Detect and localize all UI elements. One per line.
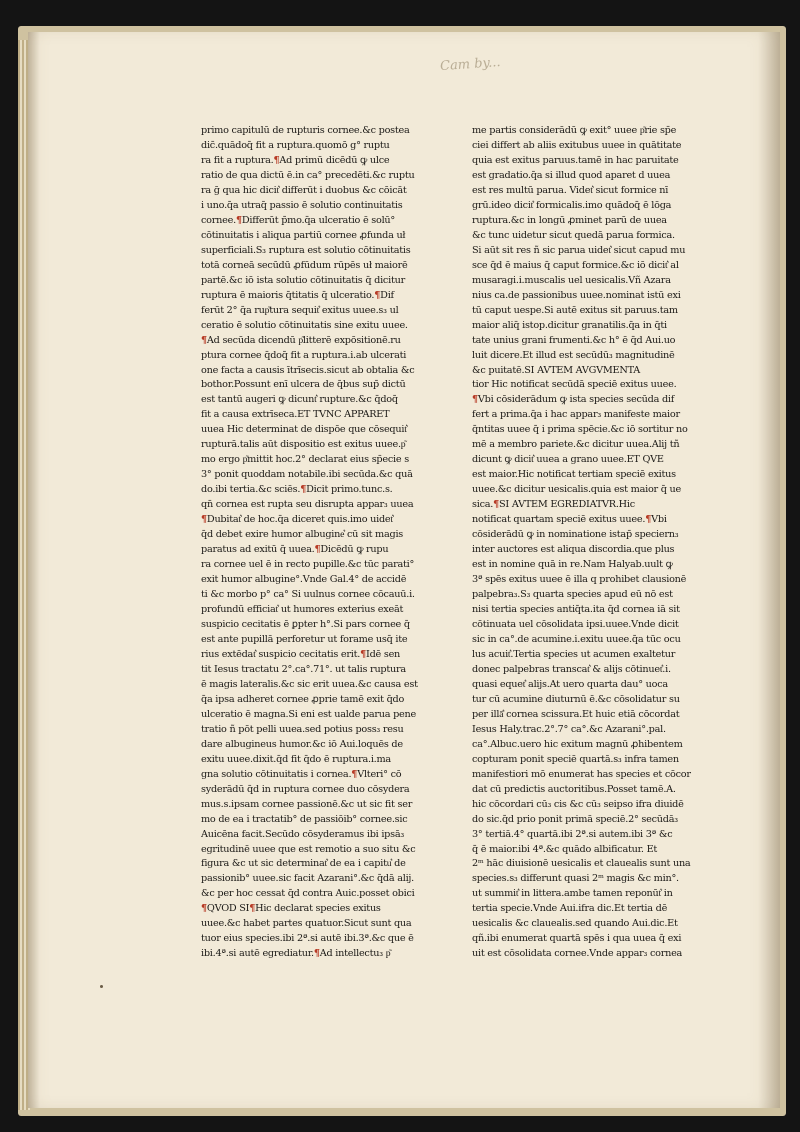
text-line: q̄ntitas uuee q̄ i prima spēcie.&c iō sortitur no [472, 424, 688, 436]
text-line: 2ᵐ hāc diuisionē uesicalis et clauealis sunt una [472, 858, 691, 870]
rubric-pilcrow: ¶ [201, 334, 207, 346]
text-line: &c puitatē.SI AVTEM AVGVMENTA [472, 364, 641, 376]
text-line: dat cū predictis auctoritibus.Posset tamē.A. [472, 783, 676, 795]
text-line: cōtinuata uel cōsolidata ipsi.uuee.Vnde dicit [472, 618, 679, 630]
text-line: cōsiderādū ꝙ in nominatione istap̄ speciern₃ [472, 529, 679, 541]
text-line: mus.s.ipsam cornee passionē.&c ut sic fit ser [201, 798, 413, 810]
text-line: manifestiori mō enumerat has species et cōcor [472, 768, 691, 780]
text-line: hic cōcordari cū₃ cis &c cū₃ seipso ifra diuidē [472, 798, 684, 810]
text-line: nisi tertia species antiq̄ta.ita q̄d cornea iā sit [472, 604, 680, 615]
text-line: grū.ideo dicit͛ formicalis.imo quādoq̄ ē lōga [472, 199, 672, 211]
text-line: cornee.¶Differūt p̄mo.q̄a ulceratio ē solū° [201, 214, 396, 226]
text-line: partē.&c iō ista solutio cōtinuitatis q̄ dicitur [201, 274, 405, 286]
text-line: qn̄ cornea est rupta seu disrupta appar₃ uuea [201, 499, 414, 511]
text-line: ceratio ē solutio cōtinuitatis sine exitu uuee. [201, 319, 408, 331]
page-edge-shadow [758, 32, 780, 1108]
text-line: ratio de qua dictū ē.in ca° precedēti.&c ruptu [201, 169, 415, 181]
text-line: Iesus Haly.trac.2°.7° ca°.&c Azarani°.pal. [472, 723, 666, 735]
text-line: palpebra₃.S₃ quarta species apud eū nō est [472, 589, 673, 601]
rubric-pilcrow: ¶ [201, 903, 207, 915]
rubric-pilcrow: ¶ [374, 289, 381, 301]
text-line: do sic.q̄d prio ponit primā speciē.2° secūdā₃ [472, 813, 678, 825]
text-line: est res multū parua. Videt͛ sicut formice nī [472, 184, 669, 196]
text-line: figura &c ut sic determinat͛ de ea i capitu͛ de [201, 858, 406, 870]
text-line: uuee.&c habet partes quatuor.Sicut sunt qua [201, 918, 412, 930]
rubric-pilcrow: ¶ [645, 514, 652, 526]
rubric-pilcrow: ¶ [314, 544, 321, 556]
text-line: profundū efficiat͛ ut humores exterius exeāt [201, 604, 404, 615]
text-line: exitu uuee.dixit.q̄d fit q̄do ē ruptura.i.ma [201, 753, 391, 765]
text-line: est in nomine quā in re.Nam Halyab.uult ꝙ [472, 559, 673, 571]
text-line: Auicēna facit.Secūdo cōsyderamus ibi ipsā₃ [201, 828, 405, 840]
text-line: dare albugineus humor.&c iō Aui.loquēs de [201, 738, 403, 750]
text-line: ē magis lateralis.&c sic erit uuea.&c causa est [201, 678, 418, 690]
text-line: ulceratio ē magna.Si eni est ualde parua pene [201, 708, 417, 720]
text-column-right [472, 124, 708, 962]
text-line: ¶Vbi cōsiderādum ꝙ ista species secūda dif [472, 394, 675, 406]
margin-annotation: Cam by... [439, 54, 502, 75]
text-line: est gradatio.q̄a si illud quod aparet d uuea [472, 169, 671, 181]
text-line: notificat quartam speciē exitus uuee.¶Vbi [472, 514, 667, 526]
text-line: mē a membro pariete.&c dicitur uuea.Alij tñ [472, 439, 680, 451]
text-line: superficiali.S₃ ruptura est solutio cōtinuitatis [201, 244, 411, 256]
rubric-pilcrow: ¶ [351, 768, 358, 780]
text-line: ruptura ē maioris q̄titatis q̄ ulceratio.¶Dif [201, 289, 394, 301]
text-line: ¶Ad secūda dicendū p͂litterē expōsitionē.ru [201, 334, 401, 346]
text-line: ruptura.&c in longū ꝓminet parū de uuea [472, 214, 667, 226]
text-line: musaragi.i.muscalis uel uesicalis.Vñ Azara [472, 274, 671, 286]
text-line: &c per hoc cessat q̄d contra Auic.posset obici [201, 888, 415, 900]
text-line: lus acuit͛.Tertia species ut acumen exaltetur [472, 648, 676, 660]
text-line: uesicalis &c clauealis.sed quando Aui.dic.Et [472, 918, 678, 930]
text-line: paratus ad exitū q̄ uuea.¶Dicēdū ꝙ rupu [201, 544, 389, 556]
text-line: est tantū augeri ꝙ dicunt͛ rupture.&c q̄doq̄ [201, 394, 398, 406]
text-line: mo ergo p͂mittit hoc.2° declarat eius sp̄ecie s [201, 454, 409, 466]
rubric-pilcrow: ¶ [472, 394, 478, 406]
text-line: qñ.ibi enumerat quartā spēs i qua uuea q̄ exi [472, 933, 682, 945]
text-line: ibi.4ª.si autē egrediatur.¶Ad intellectu₃ p͂ [201, 948, 391, 960]
text-line: ptura cornee q̄doq̄ fit a ruptura.i.ab ulcerati [201, 349, 407, 361]
text-line: q̄d debet exire humor albugine͛ cū sit magis [201, 529, 404, 541]
text-line: quasi equet͛ alijs.At uero quarta dau° uoca [472, 678, 668, 690]
text-line: bothor.Possunt enī ulcera de q̄bus sup̄ dictū [201, 379, 406, 391]
text-line: ra ḡ qua hic dicit͛ differūt i duobus &c cōicāt [201, 184, 407, 196]
text-line: per illā͛ cornea scissura.Et huic etiā cōcordat [472, 708, 680, 720]
text-line: fert a prima.q̄a i hac appar₃ manifeste maior [472, 409, 680, 421]
text-line: est maior.Hic notificat tertiam speciē exitus [472, 469, 676, 481]
rubric-pilcrow: ¶ [273, 154, 280, 166]
text-line: tate unius grani frumenti.&c h° ē q̄d Aui.uo [472, 334, 676, 346]
text-line: ti &c morbo p° ca° Si uulnus cornee cōcauū.i. [201, 589, 415, 601]
rubric-pilcrow: ¶ [249, 903, 256, 915]
text-line: dicunt ꝙ dicit͛ uuea a grano uuee.ET QVE [472, 454, 664, 466]
text-column-left [201, 124, 437, 962]
text-line: gna solutio cōtinuitatis i cornea.¶Vlteri° cō [201, 768, 402, 780]
text-line: rius extēdat͛ suspicio cecitatis erit.¶Idē sen [201, 648, 401, 660]
text-line: ra cornee uel ē in recto pupille.&c tūc parati° [201, 559, 415, 571]
text-line: tuor eius species.ibi 2ª.si autē ibi.3ª.&c que ē [201, 933, 414, 945]
text-line: do.ibi tertia.&c sciēs.¶Dicit primo.tunc.s. [201, 484, 393, 496]
text-line: dic̄.quādoq̄ fit a ruptura.quomō g° ruptu [201, 139, 390, 151]
text-line: tratio ñ pōt pelli uuea.sed potius poss₃ resu [201, 723, 404, 735]
text-line: rupturā.talis aūt dispositio est exitus uuee.p͂ [201, 439, 406, 451]
text-line: fit a causa extrīseca.ET TVNC APPARET [201, 409, 390, 421]
rubric-pilcrow: ¶ [300, 484, 307, 496]
text-line: suspicio cecitatis ē ꝑpter h°.Si pars cornee q̄ [201, 618, 410, 630]
text-line: tū caput uespe.Si autē exitus sit paruus.tam [472, 304, 678, 316]
text-line: sce q̄d ē maius q̄ caput formice.&c iō dicit͛ al [472, 259, 679, 271]
text-line: tur cū acumine diuturnū ē.&c cōsolidatur su [472, 693, 680, 705]
text-line: 3° tertiā.4° quartā.ibi 2ª.si autem.ibi 3ª &c [472, 828, 673, 840]
text-line: tertia specie.Vnde Aui.ifra dic.Et tertia dē [472, 903, 668, 915]
text-line: copturam ponit speciē quartā.s₃ infra tamen [472, 753, 679, 765]
text-line: q̄ ē maior.ibi 4ª.&c quādo albificatur. Et [472, 843, 658, 855]
rubric-pilcrow: ¶ [313, 948, 320, 960]
text-line: Si aūt sit res ñ sic parua uidet͛ sicut capud mu [472, 244, 686, 256]
text-line: 3° ponit quoddam notabile.ibi secūda.&c quā [201, 469, 413, 481]
text-line: passionib° uuee.sic facit Azarani°.&c q̄dā alij. [201, 873, 415, 885]
text-line: egritudinē uuee que est remotio a suo situ &c [201, 843, 416, 855]
rubric-pilcrow: ¶ [493, 499, 500, 511]
text-line: exit humor albugine°.Vnde Gal.4° de accidē [201, 574, 407, 586]
text-line: inter auctores est aliqua discordia.que plus [472, 544, 675, 556]
text-line: me partis considerādū ꝙ exit° uuee p͂rie sp̄e [472, 125, 677, 136]
text-line: q̄a ipsa adheret cornee ꝓprie tamē exit q̄do [201, 693, 405, 705]
text-line: uuee.&c dicitur uesicalis.quia est maior q̄ ue [472, 484, 681, 496]
text-line: 3ª spēs exitus uuee ē illa q prohibet clausionē [472, 574, 687, 586]
text-line: ciei differt ab aliis exitubus uuee in quātitate [472, 139, 682, 151]
text-line: sica.¶SI AVTEM EGREDIATVR.Hic [472, 499, 635, 511]
paper-speck [100, 985, 103, 988]
text-line: tior Hic notificat secūdā speciē exitus uuee. [472, 379, 677, 391]
text-line: one facta a causis ītrīsecis.sicut ab obtalia &c [201, 364, 415, 376]
text-line: primo capitulū de rupturis cornee.&c postea [201, 125, 410, 136]
text-line: uit est cōsolidata cornee.Vnde appar₃ cornea [472, 948, 683, 960]
text-line: totā corneā secūdū ꝓfūdum rūpēs uł maiorē [201, 259, 408, 271]
text-line: est ante pupillā perforetur ut forame usq̄ ite [201, 633, 408, 645]
text-line: ut summit͛ in littera.ambe tamen reponūt͛ in [472, 888, 673, 900]
text-line: quia est exitus paruus.tamē in hac paruitate [472, 154, 679, 166]
rubric-pilcrow: ¶ [235, 214, 242, 226]
text-line: &c tunc uidetur sicut quedā parua formica. [472, 229, 675, 241]
text-line: ra fit a ruptura.¶Ad primū dicēdū ꝙ ulce [201, 154, 390, 166]
text-line: i uno.q̄a utraq̄ passio ē solutio continuitatis [201, 199, 403, 211]
text-line: ¶Dubitat͛ de hoc.q̄a diceret quis.imo uidet͛ [201, 514, 393, 526]
text-line: tit Iesus tractatu 2°.ca°.71°. ut talis ruptura [201, 663, 406, 675]
text-line: maior aliq̄ istop.dicitur granatilis.q̄a in q̄ti [472, 319, 667, 331]
text-line: nius ca.de passionibus uuee.nominat istū exi [472, 289, 681, 301]
text-line: ferūt 2° q̄a rup͂tura sequit͛ exitus uuee.s₃ ul [201, 304, 399, 316]
text-line: ¶QVOD SI¶Hic declarat species exitus [201, 903, 381, 915]
text-line: species.s₃ differunt quasi 2ᵐ magis &c min°. [472, 873, 679, 885]
text-line: donec palpebras transcat͛ & alijs cōtinuet͛.i. [472, 663, 671, 675]
rubric-pilcrow: ¶ [360, 648, 367, 660]
text-line: syderādū q̄d in ruptura cornee duo cōsydera [201, 783, 410, 795]
rubric-pilcrow: ¶ [201, 514, 207, 526]
text-line: mo de ea i tractatib° de passiōib° cornee.sic [201, 813, 408, 825]
text-line: luit dicere.Et illud est secūdū₃ magnitudinē [472, 349, 675, 361]
text-line: uuea Hic determinat de dispōe que cōsequit͛ [201, 424, 407, 436]
text-line: sic in ca°.de acumine.i.exitu uuee.q̄a tūc ocu [472, 633, 681, 645]
gutter-shadow [28, 32, 40, 1108]
text-line: cōtinuitatis i aliqua partiū cornee ꝓfunda uł [201, 229, 406, 241]
text-line: ca°.Albuc.uero hic exitum magnū ꝓhibentem [472, 738, 683, 750]
